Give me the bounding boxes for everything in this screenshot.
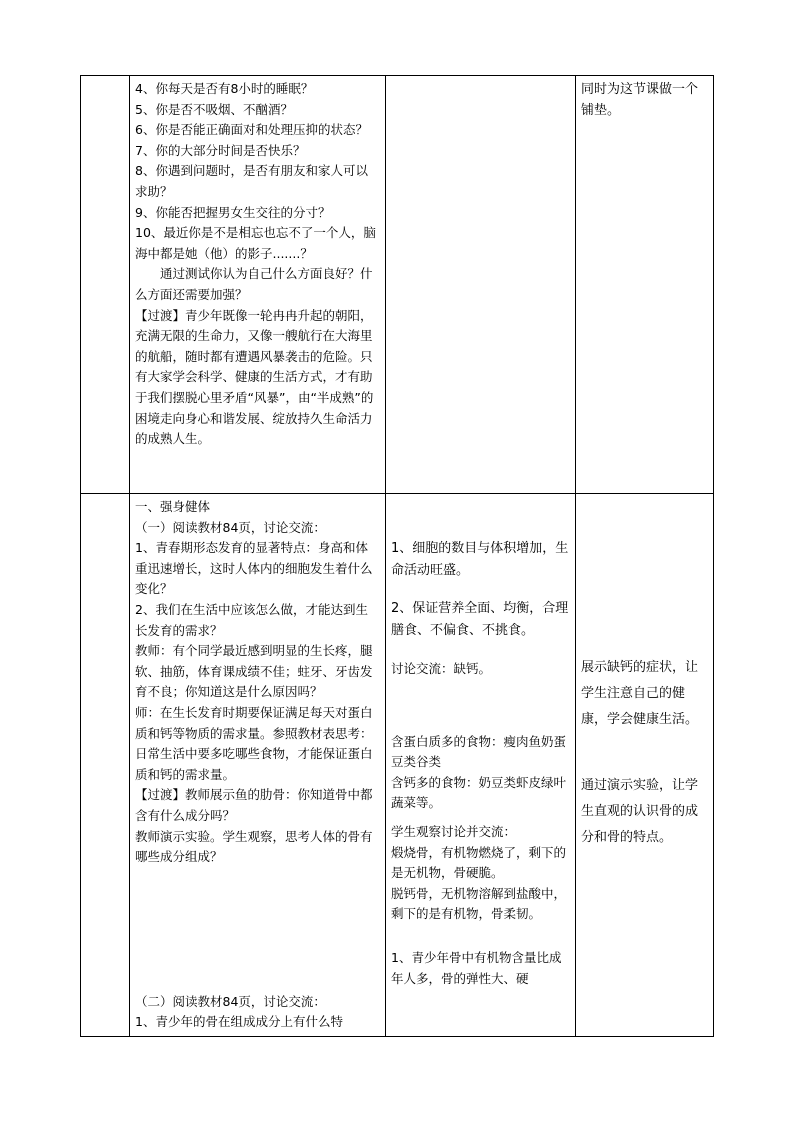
design-intent-cell	[576, 76, 714, 494]
observation-heading: 学生观察讨论并交流：	[391, 823, 517, 839]
spacer	[135, 868, 380, 992]
question-10: 10、最近你是不是相忘也忘不了一个人，脑海中都是她（他）的影子.......？	[135, 225, 376, 261]
spacer	[391, 925, 570, 948]
question-5: 5、你是否不吸烟、不酗酒？	[135, 101, 293, 117]
stage-cell	[81, 494, 130, 1037]
self-assessment-prompt: 通过测试你认为自己什么方面良好？什么方面还需要加强？	[135, 266, 373, 302]
question-9: 9、你能否把握男女生交往的分寸？	[135, 204, 331, 220]
reading-task-1: （一）阅读教材84页，讨论交流：	[135, 519, 326, 535]
table-row	[81, 494, 714, 1037]
teacher-activity-cell	[130, 76, 386, 494]
question-4: 4、你每天是否有8小时的睡眠？	[135, 81, 314, 96]
intent-text: 同时为这节课做一个铺垫。	[581, 82, 699, 118]
question-7: 7、你的大部分时间是否快乐？	[135, 142, 306, 158]
experiment-demo: 教师演示实验。学生观察，思考人体的骨有哪些成分组成？	[135, 828, 373, 865]
student-activity-cell	[386, 494, 576, 1037]
burned-bone: 煅烧骨，有机物燃烧了，剩下的是无机物，骨硬脆。	[391, 844, 567, 881]
spacer	[391, 814, 570, 822]
spacer	[391, 581, 570, 598]
question-growth: 1、青春期形态发育的显著特点：身高和体重迅速增长，这时人体内的细胞发生着什么变化？	[135, 540, 373, 597]
question-8: 8、你遇到问题时，是否有朋友和家人可以求助？	[135, 163, 368, 199]
table-row	[81, 76, 714, 494]
teacher-activity-cell	[130, 494, 386, 1037]
teacher-case: 教师：有个同学最近感到明显的生长疼，腿软、抽筋，体育课成绩不佳；蛀牙、牙齿发育不良；你知道这是什么原因吗？	[135, 643, 373, 700]
answer-bone-composition: 1、青少年骨中有机物含量比成年人多，骨的弹性大、硬	[391, 949, 562, 986]
stage-cell	[81, 76, 130, 494]
intent-experiment: 通过演示实验，让学生直观的认识骨的成分和骨的特点。	[581, 778, 699, 845]
student-activity-cell	[386, 76, 576, 494]
spacer	[391, 680, 570, 732]
transition-bone: 【过渡】教师展示鱼的肋骨：你知道骨中都含有什么成分吗？	[135, 787, 373, 823]
spacer	[391, 641, 570, 659]
protein-foods: 含蛋白质多的食物：瘦肉鱼奶蛋豆类谷类	[391, 733, 567, 770]
calcium-foods: 含钙多的食物：奶豆类虾皮绿叶蔬菜等。	[391, 774, 567, 811]
question-bone: 1、青少年的骨在组成成分上有什么特	[135, 1014, 343, 1030]
design-intent-cell	[576, 494, 714, 1037]
spacer	[391, 497, 570, 538]
teacher-guidance: 师：在生长发育时期要保证满足每天对蛋白质和钙等物质的需求量。参照教材表思考：日常生活中要多吃哪些食物，才能保证蛋白质和钙的需求量。	[135, 704, 373, 782]
answer-cells: 1、细胞的数目与体积增加，生命活动旺盛。	[391, 541, 569, 578]
spacer	[581, 497, 708, 655]
question-6: 6、你是否能正确面对和处理压抑的状态？	[135, 122, 368, 138]
section-heading: 一、强身健体	[135, 499, 211, 514]
lesson-plan-table	[80, 75, 714, 1037]
answer-calcium: 讨论交流：缺钙。	[391, 661, 492, 676]
reading-task-2: （二）阅读教材84页，讨论交流：	[135, 993, 326, 1009]
transition-paragraph: 【过渡】青少年既像一轮冉冉升起的朝阳，充满无限的生命力，又像一艘航行在大海里的航船，随时都有遭遇风暴袭击的危险。只有大家学会科学、健康的生活方式，才有助于我们摆脱心里矛盾“风暴”，由“半成熟”的困境走向身心和谐发展、绽放持久生命活力的成熟人生。	[135, 307, 374, 447]
intent-calcium: 展示缺钙的症状，让学生注意自己的健康，学会健康生活。	[581, 660, 699, 727]
question-needs: 2、我们在生活中应该怎么做，才能达到生长发育的需求？	[135, 601, 368, 638]
spacer	[581, 733, 708, 773]
decalcified-bone: 脱钙骨，无机物溶解到盐酸中，剩下的是有机物，骨柔韧。	[391, 885, 567, 922]
answer-nutrition: 2、保证营养全面、均衡，合理膳食、不偏食、不挑食。	[391, 601, 569, 638]
